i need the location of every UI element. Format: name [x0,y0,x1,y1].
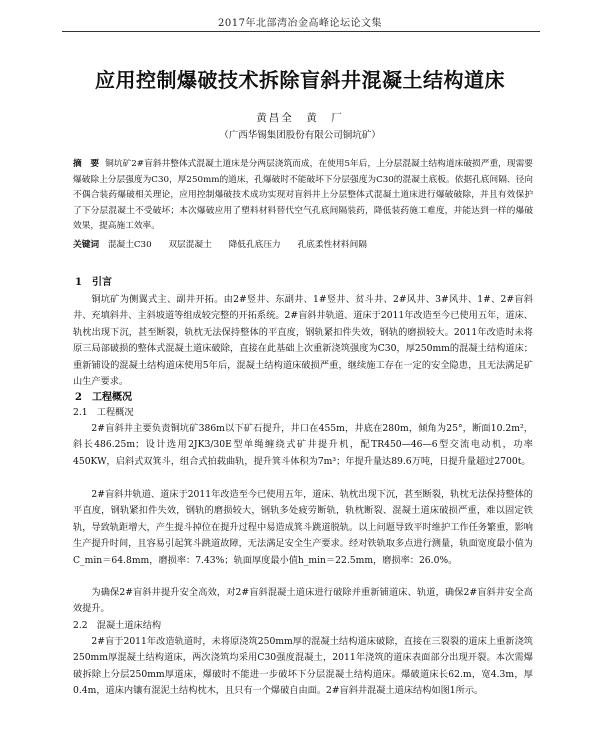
section-2-2-paragraph: 2#盲于2011年改造轨道时，未将原浇筑250mm厚的混凝土结构道床破除，直接在三裂裂的道床上重新浇筑250mm厚混凝土结构道床，两次浇筑均采用C30强度混凝土，2011年浇筑的道床表面部分出现开裂。本次需爆破拆除上分层250mm厚道床，爆破时不能进一步破坏下分层混凝土结构道床。爆破道床长62.m，宽4.3m，厚0.4m，道床内镶有混泥土结构枕木，且只有一个爆破自由面。2#盲斜井混凝土道床结构如图1所示。 [73,636,533,697]
section-1-heading: 1 引言 [75,277,112,288]
running-head: 2017年北部湾冶金高峰论坛论文集 [218,18,382,29]
abstract-label: 摘 要 [73,159,100,169]
keywords [73,238,533,253]
keyword: 孔底柔性材料间隔 [297,240,367,250]
keywords-label: 关键词 [73,240,100,250]
keyword: 双层混凝土 [168,240,212,250]
keyword: 降低孔底压力 [228,240,281,250]
header-rule [62,31,540,32]
authors: 黄昌全 黄 厂 [256,112,344,124]
section-1-paragraph: 铜坑矿为侧翼式主、副井开拓。由2#竖井、东副井、1#竖井、贫斗井、2#风井、3#风井、1#、2#盲斜井、充填斜井、主斜坡道等组成较完整的开拓系统。2#盲斜井轨道、道床于2011年改造至今已使用五年，道床、轨枕出现下沉，甚至断裂，轨枕无法保持整体的平直度，钢轨紧扣件失效，钢轨的磨损较大。2011年改造时未将原三局部破损的整体式混凝土道床破除，直接在此基础上次重新浇筑强度为C30，厚250mm的混凝土结构道床；重新铺设的混凝土结构道床使用5年后，混凝土结构道床破损严重，继续施工存在一定的安全隐患，且无法满足矿山生产要求。 [73,294,533,388]
section-2-1-paragraph-3: 为确保2#盲斜井提升安全高效，对2#盲斜混凝土道床进行破除并重新铺道床、轨道，确保2#盲斜井安全高效提升。 [73,587,533,615]
section-2-1-heading: 2.1 工程概况 [73,407,134,418]
section-2-heading: 2 工程概况 [75,392,132,403]
section-2-2-heading: 2.2 混凝土道床结构 [73,620,162,631]
keyword: 混凝土C30 [107,240,152,250]
section-2-1-paragraph-2: 2#盲斜井轨道、道床于2011年改造至今已使用五年，道床、轨枕出现下沉，甚至断裂，轨枕无法保持整体的平直度，钢轨紧扣件失效，钢轨的磨损较大，钢轨多处疲劳断轨，轨枕断裂、混凝土道床破损严重，难以固定铁轨，导致轨距增大，产生提斗掉位在提升过程中易造成箕斗跳道脱轨。以上问题导致平时维护工作任务繁重，影响生产提升时间，且容易引起箕斗跳道故障，无法满足安全生产要求。经对铁轨取多点进行测量，轨面宽度最小值为C_min＝64.8mm，磨损率：7.43%；轨面厚度最小值h_min＝22.5mm，磨损率：26.0%。 [73,489,533,566]
paper-title: 应用控制爆破技术拆除盲斜井混凝土结构道床 [95,68,505,92]
abstract-text: 铜坑矿2#盲斜井整体式混凝土道床是分两层浇筑而成，在使用5年后，上分层混凝土结构道床破损严重，现需要爆破除上分层强度为C30，厚250mm的道床，孔爆破时不能破坏下分层强度为C30的混凝土底板。依据孔底间隔、径向不偶合装药爆破相关理论，应用控制爆破技术成功实现对盲斜井上分层整体式混凝土道床进行爆破破除，并且有效保护了下分层混凝土不受破坏；本次爆破应用了塑料材料替代空气孔底间隔装药，降低装药施工难度，并能达到一样的爆破效果，提高施工效率。 [73,159,533,232]
affiliation: （广西华锡集团股份有限公司铜坑矿） [219,130,381,141]
abstract [73,157,533,235]
section-2-1-paragraph-1: 2#盲斜井主要负责铜坑矿386m以下矿石提升，井口在455m，井底在280m，倾角为25°，断面10.2m²，斜长486.25m；设计选用2JK3/30E型单绳缠绕式矿井提升机，配TR450—46—6型交流电动机，功率450KW，启斜式双箕斗，组合式拍载曲轨，提升箕斗体积为7m³；年提升量达89.6万吨，日提升量超过2700t。 [73,423,533,467]
